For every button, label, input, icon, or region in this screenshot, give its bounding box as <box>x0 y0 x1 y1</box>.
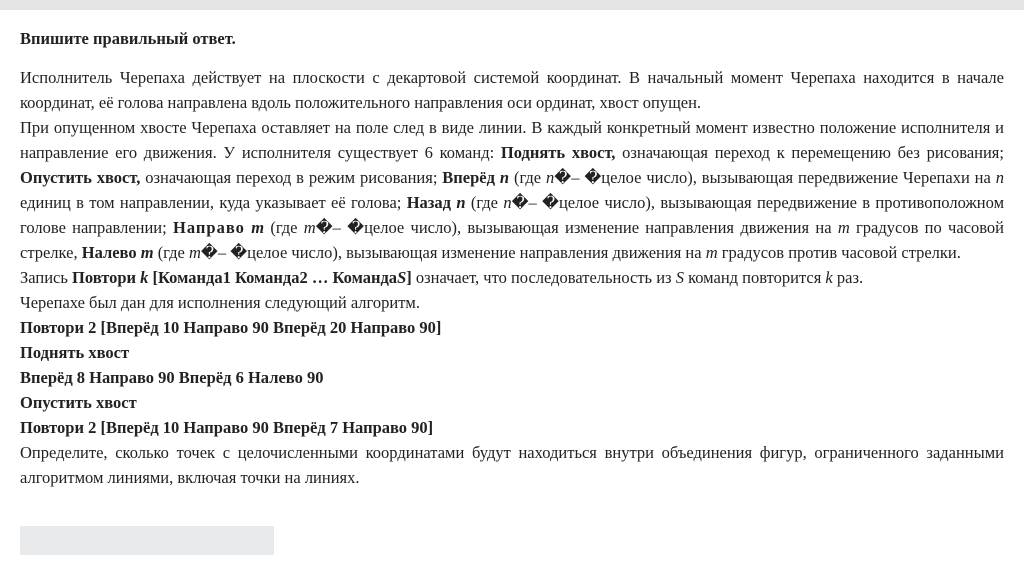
text-segment: означает, что последовательность из <box>411 268 676 287</box>
text-segment: команд повторится <box>683 268 826 287</box>
intro-paragraph-1: Исполнитель Черепаха действует на плоскости с декартовой системой координат. В начальный момент Черепаха находится в начале координат, её голова направлена вдоль положительного направления оси ординат, хвост опущен. <box>20 68 1004 112</box>
variable-n: n <box>503 193 512 212</box>
command-left: Налево <box>81 243 137 262</box>
text-segment: Запись <box>20 268 73 287</box>
command-back: Назад <box>406 193 451 212</box>
variable-n: n <box>499 168 510 187</box>
algorithm-block <box>20 315 1004 440</box>
variable-n: n <box>456 193 466 212</box>
text-segment: (где <box>264 218 304 237</box>
algorithm-line: Опустить хвост <box>20 393 137 412</box>
repeat-syntax-line <box>20 265 1004 290</box>
command-right: Направо <box>173 218 245 237</box>
variable-m: m <box>705 243 718 262</box>
command-forward: Вперёд <box>442 168 495 187</box>
algorithm-intro: Черепахе был дан для исполнения следующий алгоритм. <box>20 293 420 312</box>
algorithm-line: Повтори 2 [Вперёд 10 Направо 90 Вперёд 20 Направо 90] <box>20 318 442 337</box>
text-segment: �– �целое число), вызывающая передвижение в противоположном голове направлении; <box>20 193 1005 237</box>
text-segment: раз. <box>832 268 864 287</box>
text-segment: �– �целое число), вызывающая изменение направления движения на <box>200 243 706 262</box>
command-list: [Команда1 Команда2 … Команда <box>152 268 398 287</box>
algorithm-line: Поднять хвост <box>20 343 130 362</box>
text-segment: (где <box>509 168 547 187</box>
command-lower-tail: Опустить хвост, <box>20 168 141 187</box>
text-segment: означающая переход в режим рисования; <box>140 168 443 187</box>
variable-k: k <box>140 268 149 287</box>
command-raise-tail: Поднять хвост, <box>500 143 616 162</box>
command-list-end: ] <box>406 268 412 287</box>
variable-k: k <box>825 268 833 287</box>
algorithm-line: Вперёд 8 Направо 90 Вперёд 6 Налево 90 <box>20 368 324 387</box>
text-segment: �– �целое число), вызывающая передвижение Черепахи на <box>554 168 996 187</box>
variable-n: n <box>995 168 1004 187</box>
text-segment: градусов против часовой стрелки. <box>717 243 961 262</box>
answer-input[interactable] <box>20 526 274 555</box>
variable-n: n <box>546 168 555 187</box>
text-segment: (где <box>153 243 189 262</box>
variable-s: S <box>397 268 407 287</box>
text-segment: градусов по часовой стрелке, <box>20 218 1005 262</box>
algorithm-line: Повтори 2 [Вперёд 10 Направо 90 Вперёд 7 Направо 90] <box>20 418 434 437</box>
variable-m: m <box>837 218 850 237</box>
variable-m: m <box>303 218 316 237</box>
task-heading: Впишите правильный ответ. <box>20 29 236 48</box>
command-repeat: Повтори <box>72 268 137 287</box>
variable-m: m <box>251 218 265 237</box>
text-segment: (где <box>465 193 504 212</box>
variable-s: S <box>675 268 684 287</box>
text-segment: При опущенном хвосте Черепаха оставляет на поле след в виде линии. В каждый конкретный момент известно положение исполнителя и направление его движения. У исполнителя существует 6 команд: <box>20 118 1004 162</box>
text-segment: �– �целое число), вызывающая изменение направления движения на <box>315 218 838 237</box>
variable-m: m <box>140 243 154 262</box>
text-segment: единиц в том направлении, куда указывает её голова; <box>20 193 407 212</box>
task-content <box>20 26 1004 490</box>
question-text: Определите, сколько точек с целочисленными координатами будут находиться внутри объединения фигур, ограниченного заданными алгоритмом линиями, включая точки на линиях. <box>20 443 1004 487</box>
top-bar <box>0 0 1024 10</box>
variable-m: m <box>188 243 201 262</box>
intro-paragraph-2 <box>20 115 1004 265</box>
text-segment: означающая переход к перемещению без рисования; <box>615 143 1004 162</box>
